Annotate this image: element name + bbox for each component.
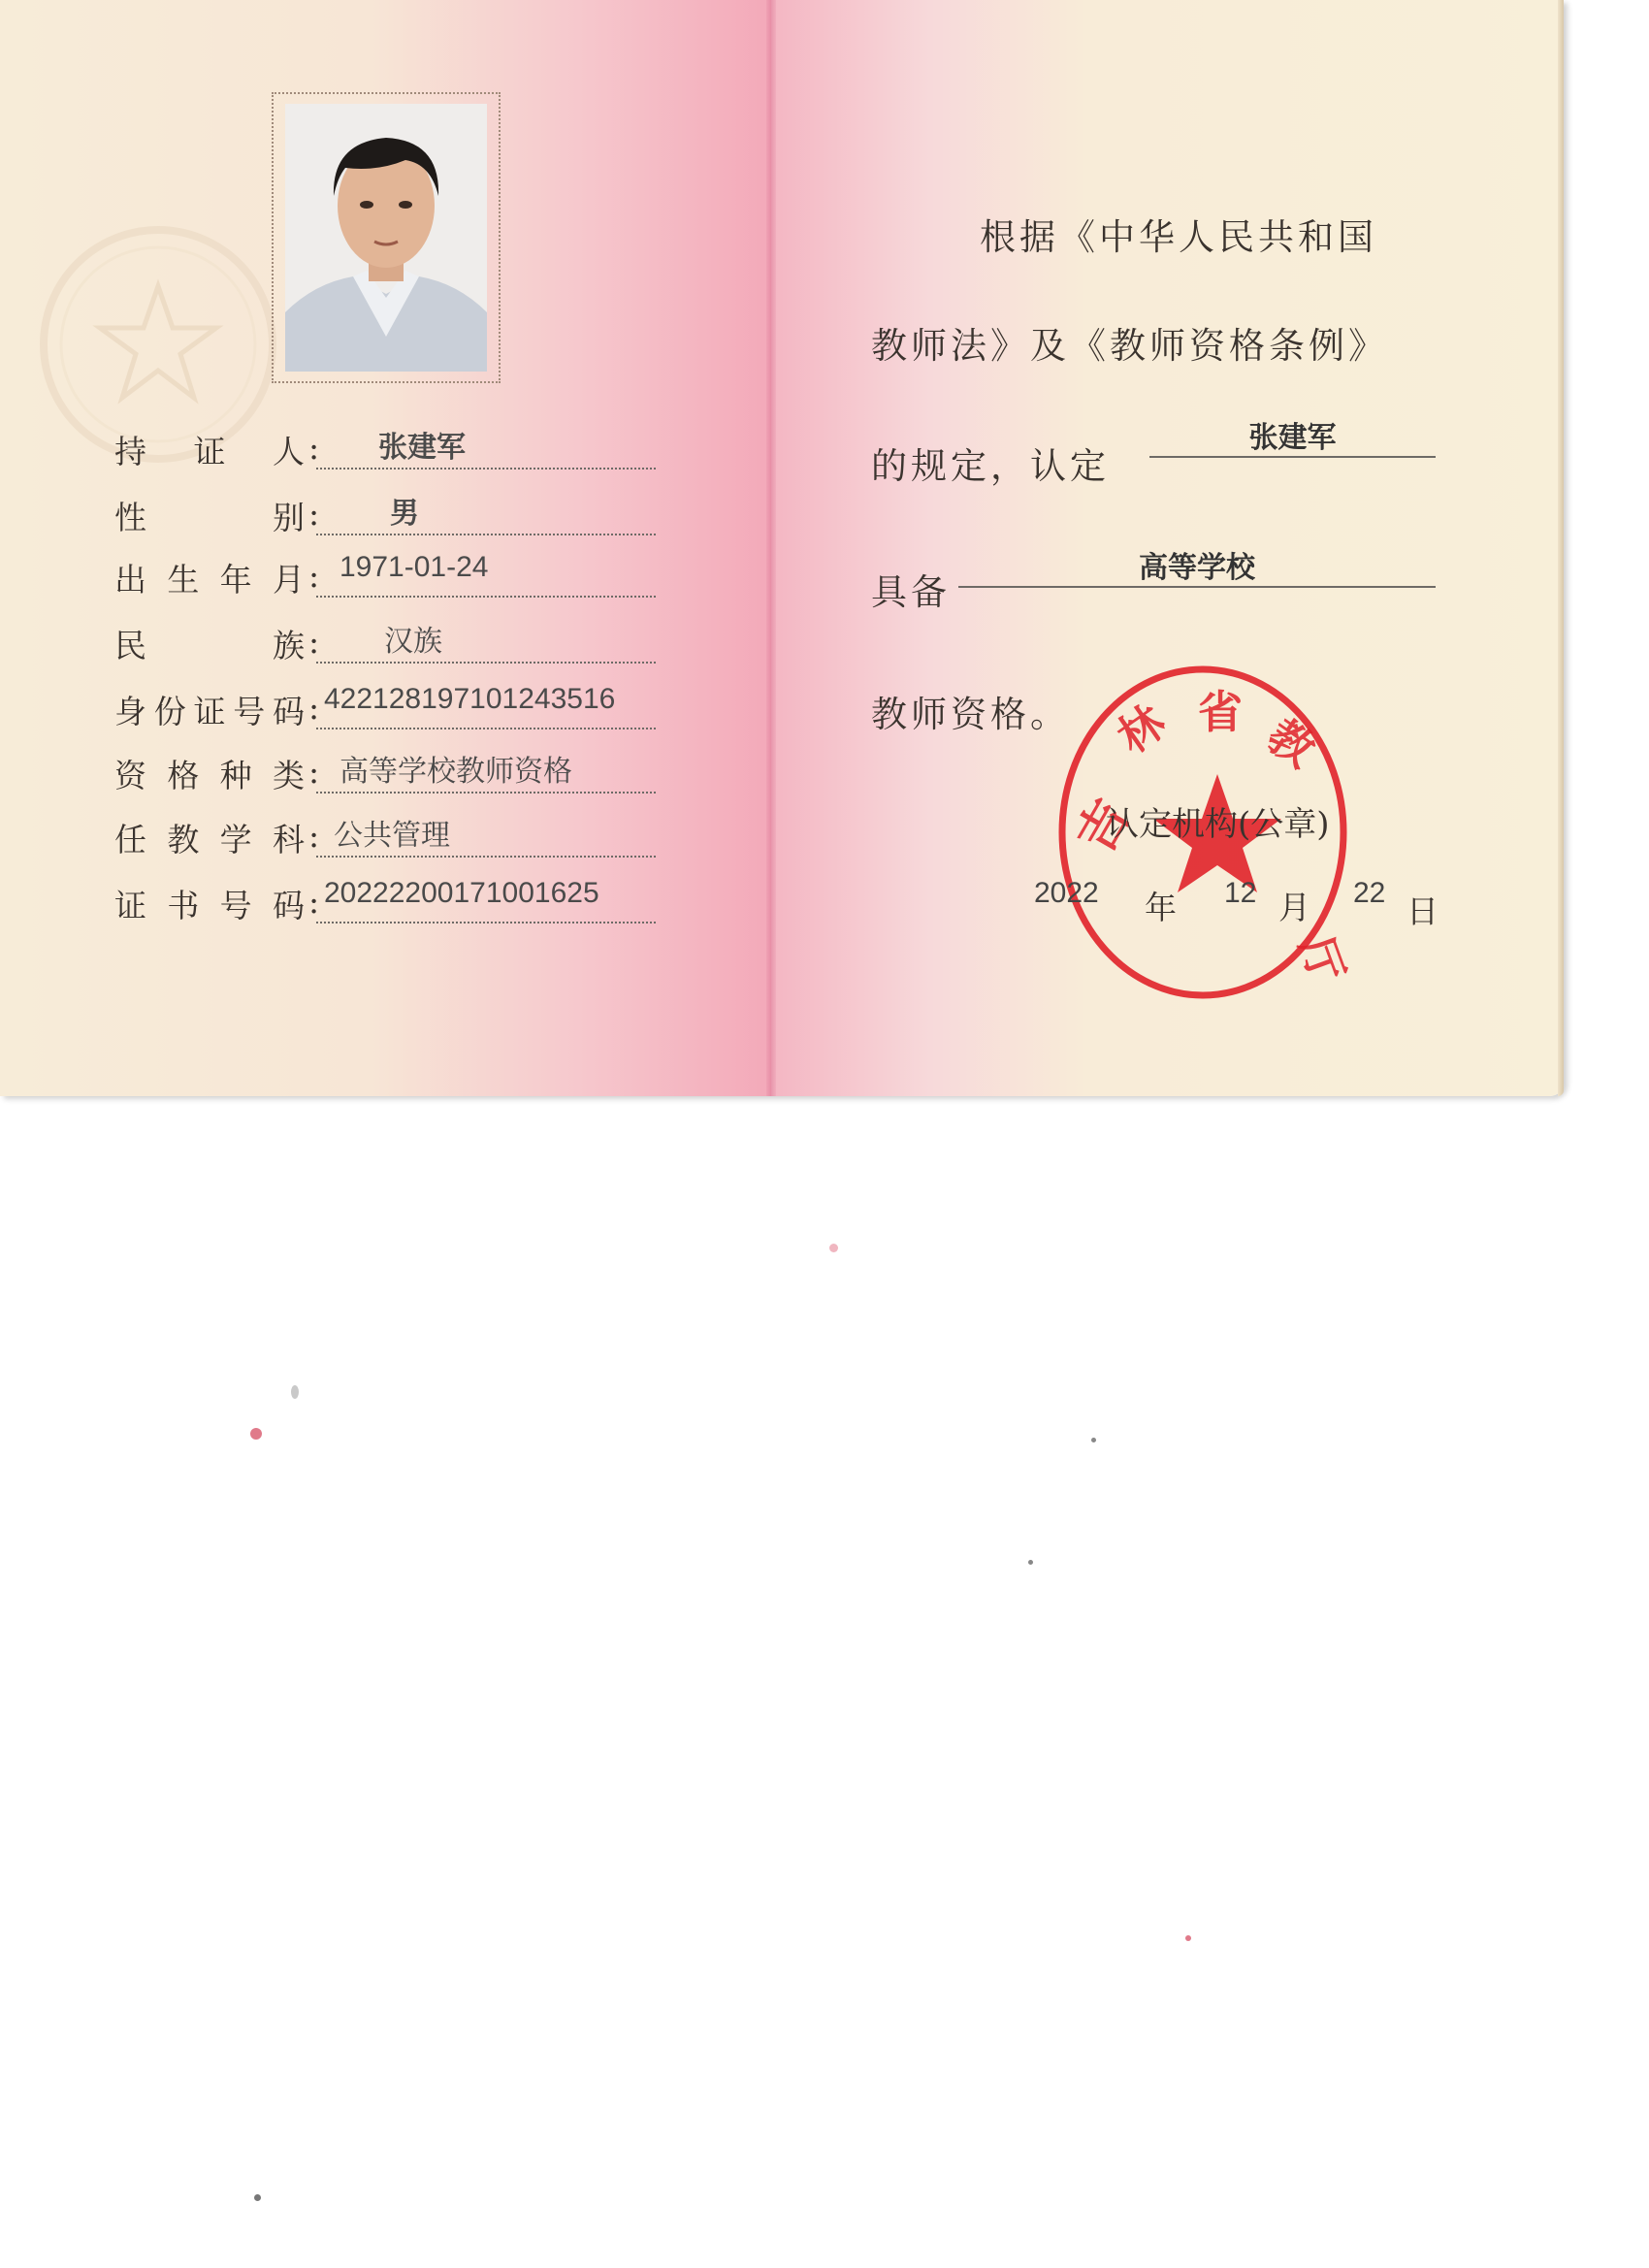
issue-year: 2022	[1034, 877, 1099, 909]
field-birth-date: 出 生 年 月 : 1971-01-24	[114, 555, 658, 603]
left-page	[0, 0, 771, 1096]
certificate-number-value: 20222200171001625	[316, 877, 656, 923]
issue-month: 12	[1224, 877, 1257, 909]
label-teaching-subject: 任 教 学 科	[114, 821, 305, 859]
ink-speck	[1028, 1560, 1033, 1565]
id-number-value: 422128197101243516	[316, 683, 656, 729]
statement-line-4: 具备	[871, 571, 951, 613]
svg-text:省: 省	[1198, 686, 1243, 738]
holder-photo	[285, 104, 487, 372]
statement-line-5: 教师资格。	[871, 694, 1070, 735]
field-teaching-subject: 任 教 学 科 : 公共管理	[114, 815, 658, 863]
ink-speck	[250, 1428, 262, 1440]
month-unit: 月	[1278, 889, 1310, 926]
svg-text:林: 林	[1108, 695, 1175, 764]
label-birth-date: 出 生 年 月	[114, 561, 305, 599]
label-holder: 持 证 人	[114, 433, 305, 470]
statement-line-3: 的规定，认定	[871, 445, 1110, 487]
day-unit: 日	[1406, 892, 1439, 930]
certifying-authority: 认定机构(公章)	[1106, 805, 1330, 844]
ink-speck	[1185, 1935, 1191, 1941]
photo-frame	[272, 92, 501, 383]
teacher-certificate-booklet	[0, 0, 1564, 1096]
school-type-value: 高等学校	[958, 543, 1436, 588]
field-id-number: 身 份 证 号 码 : 422128197101243516	[114, 687, 658, 735]
field-holder: 持 证 人 : 张建军	[114, 427, 658, 475]
ink-speck	[1091, 1438, 1096, 1442]
svg-text:吉: 吉	[1065, 789, 1143, 863]
svg-text:教: 教	[1257, 708, 1325, 778]
holder-name-value: 张建军	[316, 423, 656, 470]
ink-speck	[291, 1385, 299, 1399]
qualification-type-value: 高等学校教师资格	[316, 747, 656, 794]
field-certificate-number: 证 书 号 码 : 20222200171001625	[114, 881, 658, 929]
field-ethnicity: 民 族 : 汉族	[114, 621, 658, 669]
label-ethnicity: 民 族	[114, 627, 305, 664]
year-unit: 年	[1145, 889, 1177, 926]
label-gender: 性 别	[114, 499, 305, 536]
statement-line-2: 教师法》及《教师资格条例》	[871, 325, 1388, 367]
field-gender: 性 别 : 男	[114, 493, 658, 541]
teaching-subject-value: 公共管理	[316, 811, 656, 858]
label-id-number: 身 份 证 号 码	[114, 693, 305, 730]
label-certificate-number: 证 书 号 码	[114, 887, 305, 924]
svg-text:厅: 厅	[1289, 929, 1355, 989]
issue-day: 22	[1353, 877, 1386, 909]
ink-speck	[254, 2194, 261, 2201]
ethnicity-value: 汉族	[316, 617, 656, 664]
gender-value: 男	[316, 489, 656, 535]
ink-speck	[829, 1244, 838, 1252]
field-qualification-type: 资 格 种 类 : 高等学校教师资格	[114, 751, 658, 799]
statement-line-1: 根据《中华人民共和国	[980, 216, 1377, 258]
center-fold	[766, 0, 776, 1096]
birth-date-value: 1971-01-24	[316, 551, 656, 598]
page-edge	[1558, 0, 1564, 1096]
label-qualification-type: 资 格 种 类	[114, 757, 305, 794]
recognized-holder-name: 张建军	[1149, 413, 1436, 458]
